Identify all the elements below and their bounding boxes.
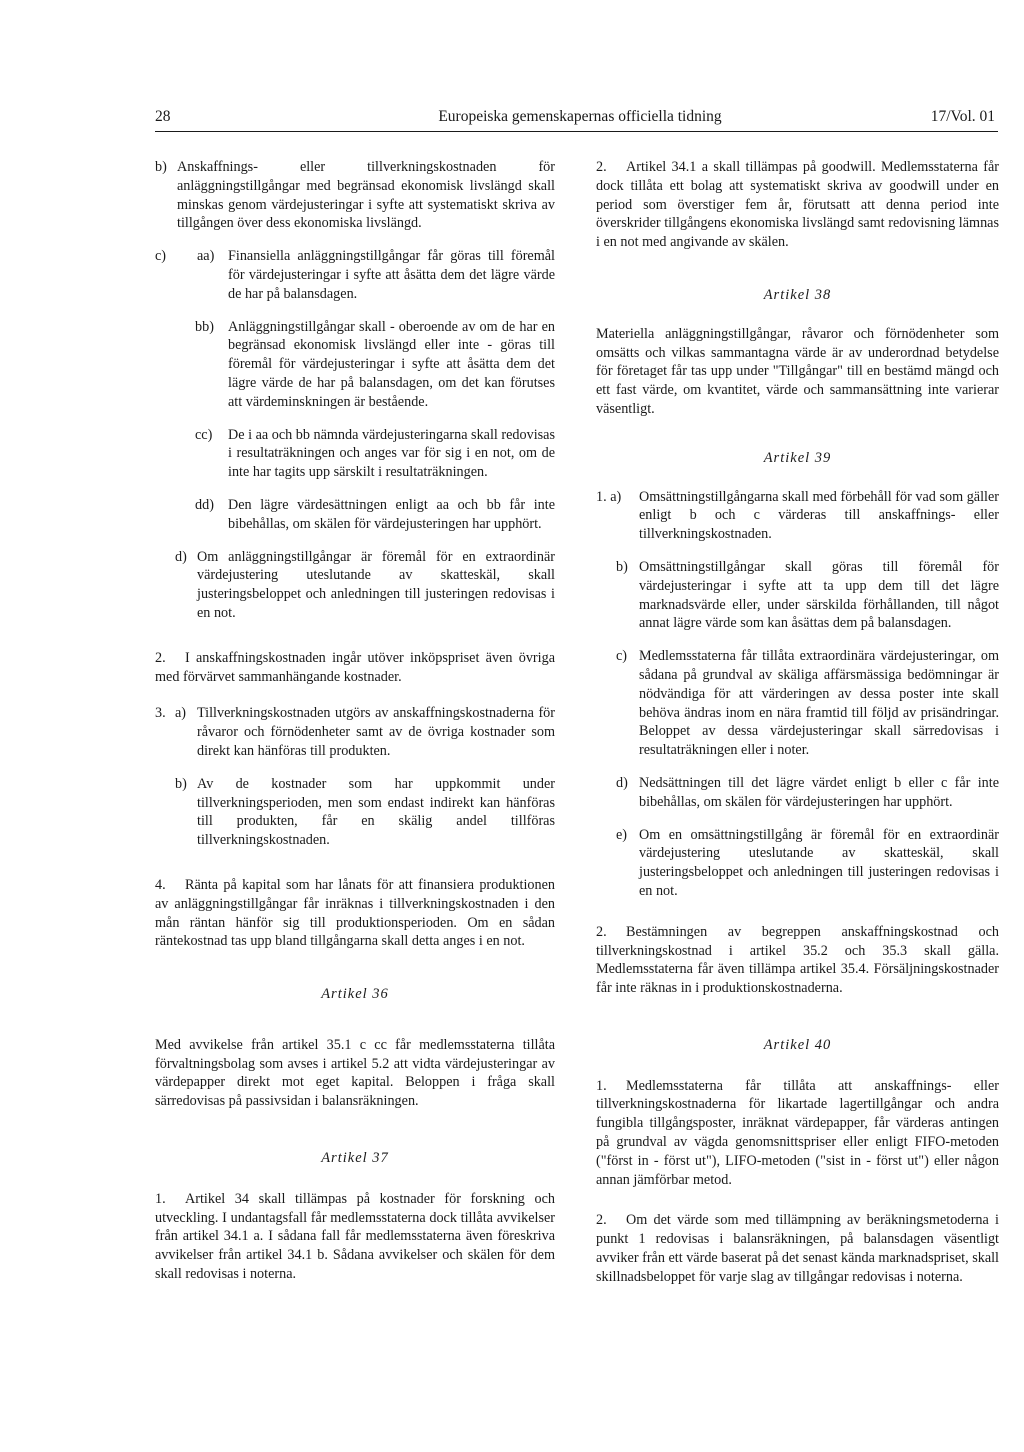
article-40-paragraph-2 [596, 1211, 999, 1286]
right-column [596, 158, 999, 1287]
item-label: d) [616, 774, 628, 791]
article-37-paragraph-1 [155, 1190, 555, 1284]
subitem-bb [155, 318, 555, 412]
article-39-paragraph-2 [596, 923, 999, 998]
paragraph-text: Medlemsstaterna får tillåta att anskaffnings- eller tillverkningskostnaderna för likartade lagertillgångar och andra fungibla tillgångsposter, inräknat värdepapper, får värderas antingen på grundval av vägda genomsnittspriser eller enligt FIFO-metoden ("först in - först ut"), LIFO-metoden ("sist in - först ut") eller någon annan jämförbar metod. [596, 1077, 999, 1188]
paragraph-text: Ränta på kapital som har lånats för att finansiera produktionen av anläggningstillgångar får inräknas i tillverkningskostnaden i den mån räntan hänför sig till produktionsperioden. Om en sådan räntekostnad tas upp bland tillgångarna skall detta anges i en not. [155, 876, 555, 950]
journal-title: Europeiska gemenskapernas officiella tidning [438, 108, 722, 125]
item-text: Tillverkningskostnaden utgörs av anskaffningskostnaderna för råvaror och förnödenheter samt av de övriga kostnader som direkt kan hänföras till produkten. [197, 705, 555, 759]
paragraph-2 [155, 649, 555, 687]
item-text: Anläggningstillgångar skall - oberoende av om de har en begränsad ekonomisk livslängd eller inte - göras till föremål för värdejusteringar i syfte att åsätta dem det lägre värde de har på balansdagen, om det kan förutses att värdeminskningen är bestående. [228, 318, 555, 410]
item-d [155, 548, 555, 623]
article-39-item-1a [596, 488, 999, 544]
paragraph-number: 4. [155, 876, 166, 893]
article-38-text: Materiella anläggningstillgångar, råvaror och förnödenheter som omsätts och vilkas sammantagna värde är av underordnad betydelse för företaget får tas upp under "Tillgångar" till en bestämd mängd och ett fast värde, om kvantitet, värde och sammansättning inte varierar väsentligt. [596, 325, 999, 417]
paragraph-number: 1. [155, 1190, 166, 1207]
item-label: b) [155, 159, 167, 175]
item-b [155, 158, 555, 233]
paragraph-text: I anskaffningskostnaden ingår utöver inköpspriset även övriga med förvärvet sammanhängande kostnader. [155, 649, 555, 685]
item-label: b) [616, 558, 628, 575]
article-39-heading: Artikel 39 [763, 449, 832, 466]
subitem-cc [155, 426, 555, 482]
item-text: Om anläggningstillgångar är föremål för en extraordinär värdejustering uteslutande av skatteskäl, skall justeringsbeloppet och anledningen till justeringen redovisas i en not. [197, 548, 555, 621]
paragraph-3b [155, 775, 555, 850]
article-36-text: Med avvikelse från artikel 35.1 c cc får medlemsstaterna tillåta förvaltningsbolag som avses i artikel 5.2 att vidta värdejusteringar av värdepapper direkt mot eget kapital. Beloppen i fråga skall särredovisas på passivsidan i balansräkningen. [155, 1036, 555, 1110]
item-label: d) [175, 548, 187, 565]
article-36-heading: Artikel 36 [321, 986, 389, 1003]
item-text: Omsättningstillgångarna skall med förbehåll för vad som gäller enligt b och c värderas till anskaffnings- eller tillverkningskostnaden. [639, 488, 999, 543]
item-text: Anskaffnings- eller tillverkningskostnaden för anläggningstillgångar med begränsad ekonomisk livslängd skall minskas genom värdejusteringar i syfte att systematiskt skriva av tillgången över dess ekonomiska livslängd. [177, 159, 555, 232]
paragraph-text: Artikel 34.1 a skall tillämpas på goodwill. Medlemsstaterna får dock tillåta ett bolag att systematiskt skriva av goodwill under en period som överstiger fem år, förutsatt att denna period inte överskrider tillgångens ekonomiska livslängd samt redovisning lämnas i en not med angivande av skälen. [596, 159, 999, 251]
article-39-item-c [596, 647, 999, 760]
item-text: Den lägre värdesättningen enligt aa och bb får inte bibehållas, om skälen för värdejusteringen har upphört. [228, 496, 555, 532]
page-header [155, 107, 1005, 131]
paragraph-number: 2. [596, 159, 607, 175]
item-text: De i aa och bb nämnda värdejusteringarna skall redovisas i resultaträkningen och anges var för sig i en not, om de inte har tagits upp särskilt i resultaträkningen. [228, 426, 555, 481]
article-39-item-d [596, 774, 999, 812]
paragraph-3a [155, 704, 555, 760]
paragraph-number: 2. [596, 1212, 607, 1229]
item-label: c) [616, 648, 628, 665]
paragraph-text: Om det värde som med tillämpning av beräkningsmetoderna i punkt 1 redovisas i balansräkningen, på balansdagen väsentligt avviker från ett värde baserat på det senast kända marknadspriset, skall skillnadsbeloppet för varje slag av tillgångar redovisas i noterna. [596, 1212, 999, 1285]
left-column [155, 158, 555, 1284]
page-number: 28 [155, 108, 171, 125]
item-c-aa [155, 247, 555, 303]
item-text: Av de kostnader som har uppkommit under tillverkningsperioden, men som endast indirekt kan hänföras till produkten, får en skälig andel tillföras tillverkningskostnaden. [197, 775, 555, 849]
paragraph-number: 1. [596, 1077, 607, 1094]
volume-number: 17/Vol. 01 [930, 108, 995, 125]
subitem-label: dd) [195, 496, 214, 513]
paragraph-number: 3. [155, 705, 166, 722]
item-text: Omsättningstillgångar skall göras till föremål för värdejusteringar i syfte att ta upp dem till det lägre marknadsvärde eller, under särskilda förhållanden, till något annat lägre värde som kan åsättas dem på balansdagen. [639, 558, 999, 632]
item-text: Finansiella anläggningstillgångar får göras till föremål för värdejusteringar i syfte att åsätta dem det lägre värde de har på balansdagen. [228, 248, 555, 302]
article-37-heading: Artikel 37 [321, 1150, 389, 1167]
subitem-label: aa) [197, 248, 215, 265]
article-38-heading: Artikel 38 [763, 286, 832, 303]
subitem-dd [155, 496, 555, 534]
subitem-label: cc) [195, 426, 213, 443]
article-37-paragraph-2 [596, 158, 999, 252]
item-label: e) [616, 826, 628, 843]
article-39-item-e [596, 826, 999, 901]
item-text: Om en omsättningstillgång är föremål för en extraordinär värdejustering uteslutande av skatteskäl, skall justeringsbeloppet och anledningen till justeringen redovisas i en not. [639, 826, 999, 899]
paragraph-number: 2. [155, 649, 166, 666]
subitem-label: bb) [195, 318, 214, 335]
paragraph-text: Bestämningen av begreppen anskaffningskostnad och tillverkningskostnad i artikel 35.2 och 35.3 skall gälla. Medlemsstaterna får även tillämpa artikel 35.4. Försäljningskostnader får inte räknas in i produktionskostnaderna. [596, 923, 999, 997]
article-40-heading: Artikel 40 [763, 1036, 832, 1053]
item-label: c) [155, 248, 167, 265]
item-text: Nedsättningen till det lägre värdet enligt b eller c får inte bibehållas, om skälen för värdejusteringen har upphört. [639, 774, 999, 810]
paragraph-4 [155, 876, 555, 951]
article-40-paragraph-1 [596, 1077, 999, 1190]
item-text: Medlemsstaterna får tillåta extraordinära värdejusteringar, om sådana på grundval av skäliga affärsmässiga bedömningar är nödvändiga för att värderingen av dessa poster inte skall behöva ändras inom en nära framtid till följd av prisändringar. Beloppet av dessa värdejusteringar skall särredovisas i resultaträkningen eller i noter. [639, 648, 999, 759]
paragraph-number: 2. [596, 923, 607, 940]
paragraph-text: Artikel 34 skall tillämpas på kostnader för forskning och utveckling. I undantagsfall får medlemsstaterna dock tillåta avvikelser från artikel 34.1 a. I sådana fall får medlemsstaterna även föreskriva avvikelser från artikel 34.1 b. Sådana avvikelser och skälen för dem skall redovisas i noterna. [155, 1190, 555, 1283]
item-label: b) [175, 775, 187, 792]
item-label: a) [175, 705, 187, 722]
header-rule [155, 131, 998, 132]
item-label: 1. a) [596, 488, 622, 505]
article-39-item-b [596, 558, 999, 633]
